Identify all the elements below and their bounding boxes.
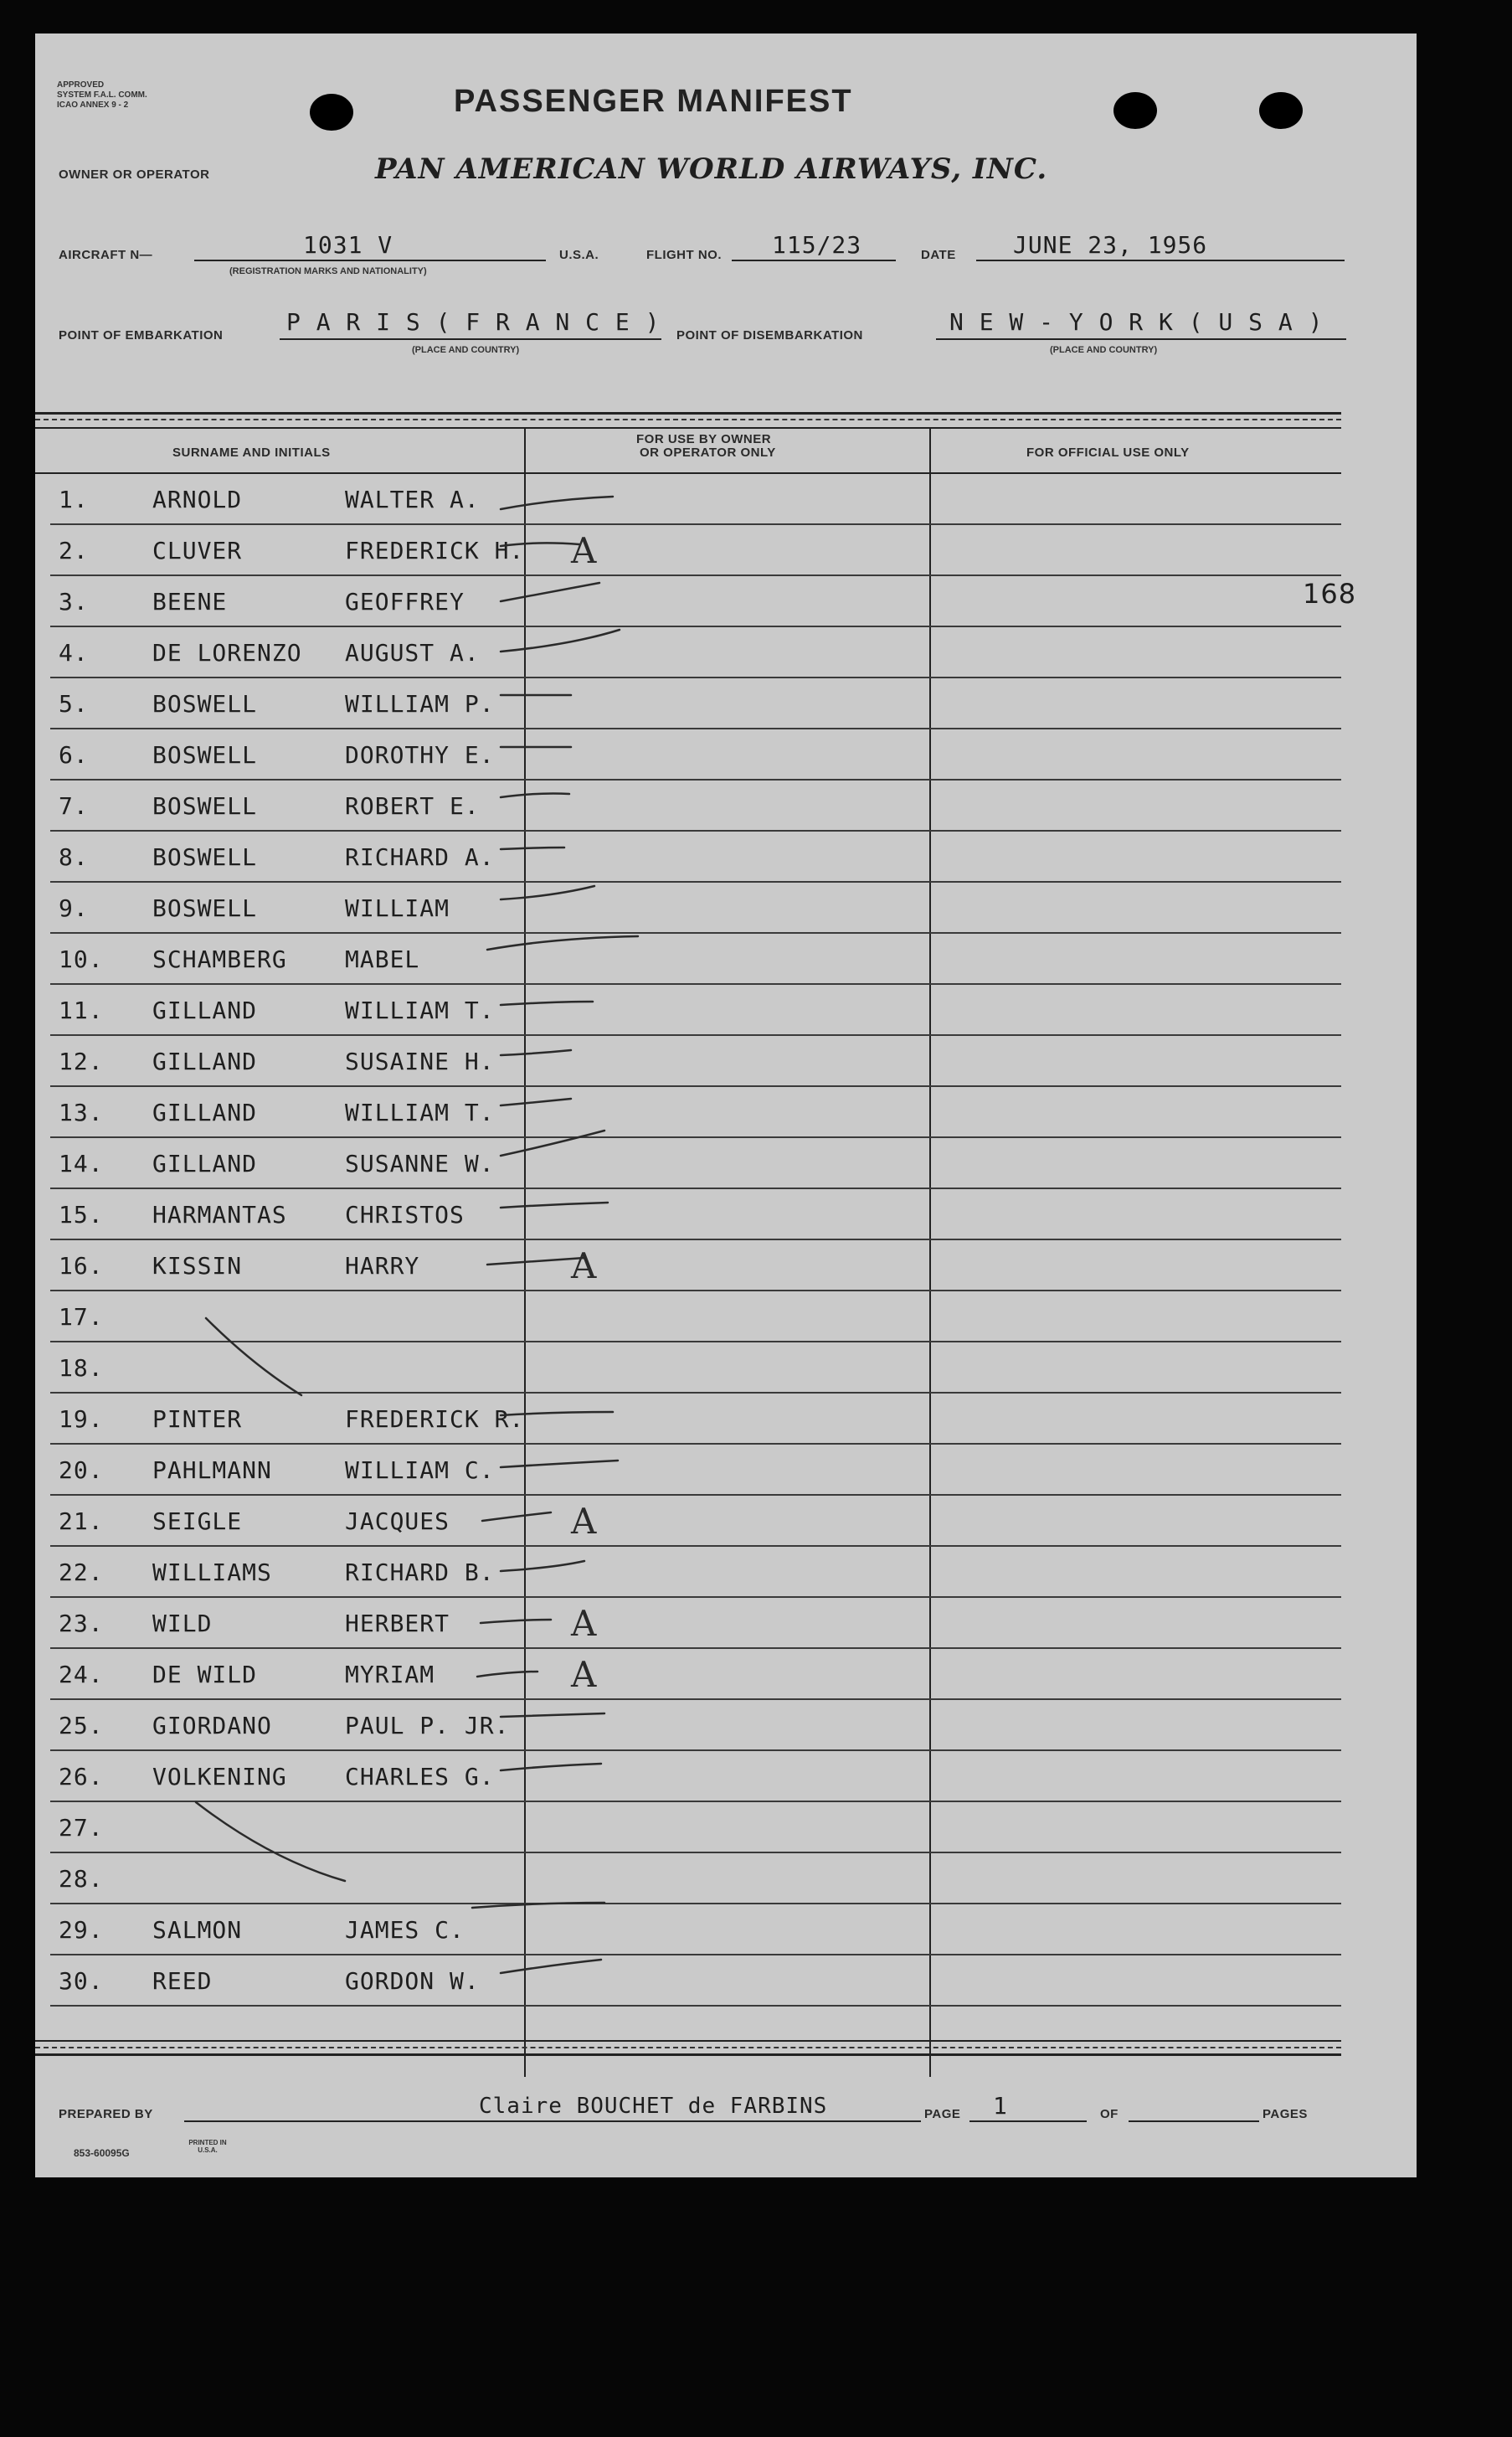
- tick-stroke: [501, 1131, 604, 1156]
- passenger-given-name: ROBERT E.: [345, 792, 480, 820]
- tick-stroke: [501, 794, 569, 798]
- passenger-surname: PAHLMANN: [152, 1456, 272, 1484]
- passenger-given-name: HARRY: [345, 1252, 420, 1280]
- passenger-surname: DE WILD: [152, 1661, 258, 1688]
- passenger-given-name: PAUL P. JR.: [345, 1712, 510, 1739]
- passenger-number: 8.: [59, 843, 89, 871]
- tick-stroke: [501, 1960, 601, 1973]
- passenger-given-name: WILLIAM T.: [345, 997, 495, 1024]
- passenger-mark: A: [571, 1245, 597, 1286]
- approval-line-1: APPROVED: [57, 80, 105, 90]
- page-value: 1: [993, 2092, 1008, 2120]
- passenger-given-name: CHARLES G.: [345, 1763, 495, 1790]
- passenger-surname: SCHAMBERG: [152, 945, 287, 973]
- operator-name: PAN AMERICAN WORLD AIRWAYS, INC.: [375, 152, 1048, 186]
- tick-stroke: [501, 1203, 608, 1208]
- passenger-given-name: WILLIAM P.: [345, 690, 495, 718]
- passenger-given-name: WILLIAM C.: [345, 1456, 495, 1484]
- col-header-owner-1: FOR USE BY OWNER: [636, 432, 772, 446]
- passenger-given-name: MYRIAM: [345, 1661, 435, 1688]
- disembarkation-sub: (PLACE AND COUNTRY): [1050, 345, 1158, 355]
- passenger-given-name: MABEL: [345, 945, 420, 973]
- passenger-surname: GILLAND: [152, 1099, 258, 1126]
- manifest-sheet: [35, 33, 1417, 2177]
- tick-stroke: [501, 1713, 604, 1717]
- passenger-number: 7.: [59, 792, 89, 820]
- passenger-number: 19.: [59, 1405, 104, 1433]
- passenger-number: 20.: [59, 1456, 104, 1484]
- tick-stroke: [501, 1002, 593, 1005]
- tick-stroke: [487, 1258, 584, 1265]
- form-number: 853-60095G: [74, 2147, 130, 2159]
- passenger-number: 11.: [59, 997, 104, 1024]
- passenger-number: 26.: [59, 1763, 104, 1790]
- page-label: PAGE: [924, 2107, 961, 2121]
- passenger-given-name: GORDON W.: [345, 1967, 480, 1995]
- tick-stroke: [472, 1903, 604, 1908]
- tick-stroke: [501, 543, 579, 546]
- tick-stroke: [501, 497, 613, 509]
- prepared-label: PREPARED BY: [59, 2107, 153, 2121]
- col-header-official: FOR OFFICIAL USE ONLY: [1026, 446, 1190, 460]
- approval-line-2: SYSTEM F.A.L. COMM.: [57, 90, 147, 100]
- date-label: DATE: [921, 248, 956, 262]
- passenger-surname: BEENE: [152, 588, 228, 616]
- passenger-number: 5.: [59, 690, 89, 718]
- tick-stroke: [501, 630, 620, 652]
- passenger-surname: GIORDANO: [152, 1712, 272, 1739]
- tick-stroke: [501, 848, 564, 849]
- strike-through-27-28: [196, 1802, 345, 1881]
- embarkation-value: P A R I S ( F R A N C E ): [286, 308, 661, 336]
- passenger-mark: A: [571, 1654, 597, 1695]
- passenger-surname: HARMANTAS: [152, 1201, 287, 1229]
- passenger-number: 1.: [59, 486, 89, 513]
- tick-stroke: [501, 1099, 571, 1105]
- passenger-number: 14.: [59, 1150, 104, 1177]
- passenger-mark: A: [571, 1501, 597, 1542]
- passenger-surname: GILLAND: [152, 1048, 258, 1075]
- prepared-value: Claire BOUCHET de FARBINS: [479, 2094, 828, 2119]
- passenger-number: 12.: [59, 1048, 104, 1075]
- handwritten-strokes: [35, 33, 1417, 2177]
- passenger-number: 22.: [59, 1559, 104, 1586]
- tick-stroke: [501, 583, 599, 601]
- passenger-surname: KISSIN: [152, 1252, 243, 1280]
- passenger-given-name: AUGUST A.: [345, 639, 480, 667]
- strike-through-17-18: [206, 1318, 301, 1395]
- passenger-number: 15.: [59, 1201, 104, 1229]
- passenger-number: 16.: [59, 1252, 104, 1280]
- printed-note: PRINTED IN U.S.A.: [188, 2139, 227, 2154]
- flight-label: FLIGHT NO.: [646, 248, 722, 262]
- embarkation-label: POINT OF EMBARKATION: [59, 328, 224, 343]
- passenger-number: 4.: [59, 639, 89, 667]
- passenger-surname: BOSWELL: [152, 843, 258, 871]
- disembarkation-value: N E W - Y O R K ( U S A ): [949, 308, 1324, 336]
- passenger-given-name: FREDERICK H.: [345, 537, 525, 564]
- passenger-surname: BOSWELL: [152, 690, 258, 718]
- passenger-surname: DE LORENZO: [152, 639, 302, 667]
- passenger-given-name: FREDERICK R.: [345, 1405, 525, 1433]
- passenger-surname: GILLAND: [152, 997, 258, 1024]
- passenger-surname: VOLKENING: [152, 1763, 287, 1790]
- passenger-number: 25.: [59, 1712, 104, 1739]
- passenger-number: 23.: [59, 1610, 104, 1637]
- passenger-mark: A: [571, 530, 597, 571]
- passenger-given-name: GEOFFREY: [345, 588, 465, 616]
- passenger-surname: ARNOLD: [152, 486, 243, 513]
- passenger-surname: SEIGLE: [152, 1507, 243, 1535]
- aircraft-value: 1031 V: [303, 231, 393, 259]
- passenger-number: 17.: [59, 1303, 104, 1331]
- col-header-surname: SURNAME AND INITIALS: [172, 446, 331, 460]
- pages-label: PAGES: [1263, 2107, 1308, 2121]
- passenger-number: 9.: [59, 894, 89, 922]
- tick-stroke: [477, 1672, 537, 1677]
- passenger-number: 2.: [59, 537, 89, 564]
- tick-stroke: [501, 1561, 584, 1571]
- passenger-given-name: RICHARD B.: [345, 1559, 495, 1586]
- passenger-surname: GILLAND: [152, 1150, 258, 1177]
- passenger-number: 3.: [59, 588, 89, 616]
- passenger-surname: WILD: [152, 1610, 213, 1637]
- passenger-given-name: DOROTHY E.: [345, 741, 495, 769]
- disembarkation-label: POINT OF DISEMBARKATION: [676, 328, 863, 343]
- aircraft-label: AIRCRAFT N—: [59, 248, 153, 262]
- passenger-mark: A: [571, 1603, 597, 1644]
- passenger-given-name: RICHARD A.: [345, 843, 495, 871]
- passenger-number: 29.: [59, 1916, 104, 1944]
- passenger-given-name: SUSANNE W.: [345, 1150, 495, 1177]
- passenger-number: 13.: [59, 1099, 104, 1126]
- passenger-given-name: WALTER A.: [345, 486, 480, 513]
- passenger-surname: BOSWELL: [152, 741, 258, 769]
- passenger-number: 21.: [59, 1507, 104, 1535]
- flight-value: 115/23: [772, 231, 862, 259]
- passenger-surname: BOSWELL: [152, 792, 258, 820]
- passenger-number: 28.: [59, 1865, 104, 1893]
- tick-stroke: [501, 1412, 613, 1415]
- passenger-given-name: JACQUES: [345, 1507, 450, 1535]
- passenger-surname: CLUVER: [152, 537, 243, 564]
- passenger-number: 27.: [59, 1814, 104, 1842]
- passenger-number: 18.: [59, 1354, 104, 1382]
- passenger-given-name: HERBERT: [345, 1610, 450, 1637]
- tick-stroke: [501, 1764, 601, 1770]
- passenger-number: 30.: [59, 1967, 104, 1995]
- passenger-surname: REED: [152, 1967, 213, 1995]
- page-title: PASSENGER MANIFEST: [454, 84, 853, 119]
- of-label: OF: [1100, 2107, 1119, 2121]
- owner-label: OWNER OR OPERATOR: [59, 167, 210, 182]
- passenger-number: 6.: [59, 741, 89, 769]
- passenger-given-name: CHRISTOS: [345, 1201, 465, 1229]
- passenger-surname: BOSWELL: [152, 894, 258, 922]
- passenger-number: 24.: [59, 1661, 104, 1688]
- embarkation-sub: (PLACE AND COUNTRY): [412, 345, 520, 355]
- tick-stroke: [501, 886, 594, 899]
- passenger-given-name: WILLIAM: [345, 894, 450, 922]
- tick-stroke: [501, 1050, 571, 1055]
- date-value: JUNE 23, 1956: [1013, 231, 1208, 259]
- passenger-surname: SALMON: [152, 1916, 243, 1944]
- passenger-number: 10.: [59, 945, 104, 973]
- passenger-surname: PINTER: [152, 1405, 243, 1433]
- tick-stroke: [501, 1461, 618, 1467]
- approval-line-3: ICAO ANNEX 9 - 2: [57, 100, 129, 110]
- passenger-given-name: JAMES C.: [345, 1916, 465, 1944]
- passenger-given-name: SUSAINE H.: [345, 1048, 495, 1075]
- margin-note: 168: [1303, 578, 1357, 610]
- passenger-given-name: WILLIAM T.: [345, 1099, 495, 1126]
- tick-stroke: [487, 936, 638, 950]
- aircraft-sub: (REGISTRATION MARKS AND NATIONALITY): [229, 266, 427, 276]
- tick-stroke: [481, 1620, 551, 1623]
- col-header-owner-2: OR OPERATOR ONLY: [640, 446, 776, 460]
- country-label: U.S.A.: [559, 248, 599, 262]
- tick-stroke: [482, 1512, 551, 1521]
- passenger-surname: WILLIAMS: [152, 1559, 272, 1586]
